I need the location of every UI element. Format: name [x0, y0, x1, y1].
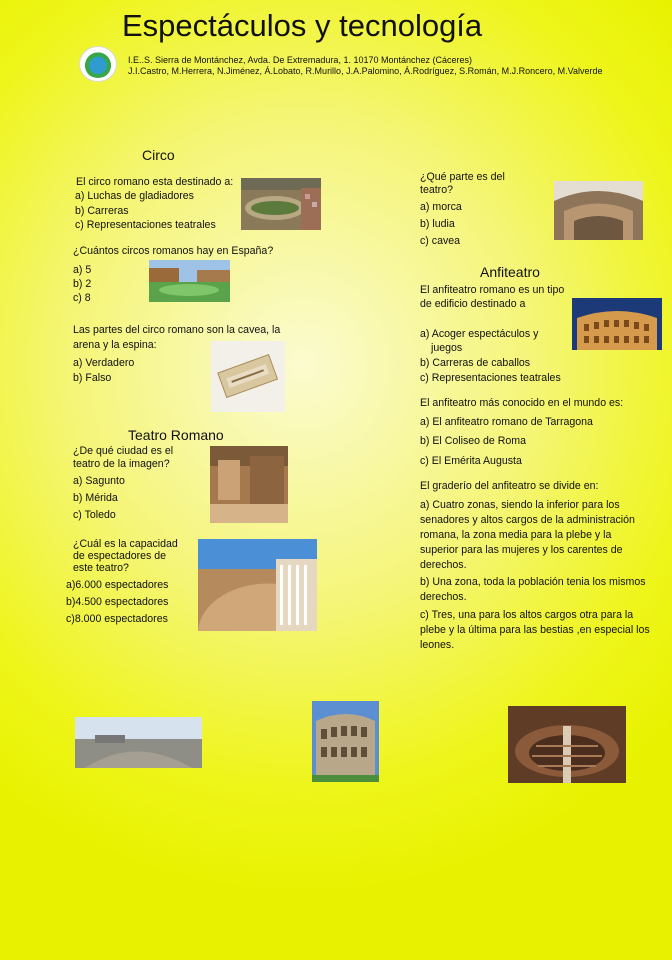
circo-q1-question: El circo romano esta destinado a:	[76, 176, 234, 188]
teatro-q1-option-c: c) Toledo	[73, 509, 116, 521]
teatro-q2-question-line3: este teatro?	[73, 562, 129, 574]
circo-q3-option-a: a) Verdadero	[73, 357, 135, 369]
teatro-q2-question-line1: ¿Cuál es la capacidad	[73, 538, 178, 550]
teatro-q2-option-c: c)8.000 espectadores	[66, 613, 168, 625]
theater-cavea-image	[554, 181, 643, 240]
circo-q2-option-c: c) 8	[73, 292, 91, 304]
teatro-q3-option-b: b) ludia	[420, 218, 455, 230]
theater-stage-image	[210, 446, 288, 523]
teatro-q3-option-c: c) cavea	[420, 235, 461, 247]
section-heading-circo: Circo	[142, 147, 175, 163]
page-title: Espectáculos y tecnología	[122, 8, 483, 43]
anfiteatro-q3-question: El graderío del anfiteatro se divide en:	[420, 480, 599, 492]
header-address: I.E..S. Sierra de Montánchez, Avda. De Extremadura, 1. 10170 Montánchez (Cáceres)	[128, 55, 473, 65]
circo-q3-option-b: b) Falso	[73, 372, 112, 384]
anfiteatro-q3-option-a: a) Cuatro zonas, siendo la inferior para los senadores y altos cargos de la administración romana, la zona media para la plebe y la superior para las mujeres y los carentes de derechos.	[420, 499, 635, 571]
circo-q2-option-b: b) 2	[73, 278, 92, 290]
anfiteatro-q1-question-line1: El anfiteatro romano es un tipo	[420, 284, 565, 296]
teatro-q2-option-b: b)4.500 espectadores	[66, 596, 169, 608]
circo-q1-option-b: b) Carreras	[75, 205, 129, 217]
anfiteatro-q1-option-c: c) Representaciones teatrales	[420, 372, 561, 384]
teatro-q3-question-line2: teatro?	[420, 184, 453, 196]
teatro-q1-question-line1: ¿De qué ciudad es el	[73, 445, 174, 457]
section-heading-anfiteatro: Anfiteatro	[480, 264, 540, 280]
colosseum-night-image	[572, 298, 662, 350]
teatro-q1-option-a: a) Sagunto	[73, 475, 125, 487]
anfiteatro-q2-option-b: b) El Coliseo de Roma	[420, 435, 526, 447]
header-authors: J.I.Castro, M.Herrera, N.Jiménez, Á.Lobato, R.Murillo, J.A.Palomino, Á.Rodríguez, S.Román, M.J.Roncero, M.Valverde	[128, 66, 603, 76]
circo-q2-option-a: a) 5	[73, 264, 92, 276]
circus-aerial-image	[241, 178, 321, 230]
circo-q3-question-line1: Las partes del circo romano son la cavea, la	[73, 324, 281, 336]
anfiteatro-q1-option-a-line1: a) Acoger espectáculos y	[420, 328, 539, 340]
colosseum-day-image	[312, 701, 379, 782]
circus-model-image	[211, 341, 285, 412]
circo-q1-option-a: a) Luchas de gladiadores	[75, 190, 194, 202]
teatro-q3-option-a: a) morca	[420, 201, 462, 213]
anfiteatro-q2-option-a: a) El anfiteatro romano de Tarragona	[420, 416, 593, 428]
anfiteatro-q3-option-b: b) Una zona, toda la población tenia los mismos derechos.	[420, 576, 646, 603]
theater-aerial-image	[198, 539, 317, 631]
section-heading-teatro: Teatro Romano	[128, 427, 224, 443]
anfiteatro-q2-question: El anfiteatro más conocido en el mundo es:	[420, 397, 624, 409]
tarragona-amphitheater-image	[75, 717, 202, 768]
school-logo-icon	[79, 46, 117, 82]
anfiteatro-q1-option-b: b) Carreras de caballos	[420, 357, 531, 369]
colosseum-interior-image	[508, 706, 626, 783]
anfiteatro-q3-option-c: c) Tres, una para los altos cargos otra para la plebe y la última para las bestias ,en especial los leones.	[420, 609, 650, 651]
teatro-q1-question-line2: teatro de la imagen?	[73, 458, 170, 470]
circus-ruins-image	[149, 260, 230, 302]
teatro-q2-question-line2: de espectadores de	[73, 550, 167, 562]
teatro-q1-option-b: b) Mérida	[73, 492, 118, 504]
circo-q2-question: ¿Cuántos circos romanos hay en España?	[73, 245, 274, 257]
circo-q1-option-c: c) Representaciones teatrales	[75, 219, 216, 231]
anfiteatro-q2-option-c: c) El Emérita Augusta	[420, 455, 522, 467]
circo-q3-question-line2: arena y la espina:	[73, 339, 157, 351]
anfiteatro-q1-question-line2: de edificio destinado a	[420, 298, 526, 310]
anfiteatro-q1-option-a-line2: juegos	[431, 342, 463, 354]
teatro-q3-question-line1: ¿Qué parte es del	[420, 171, 505, 183]
teatro-q2-option-a: a)6.000 espectadores	[66, 579, 169, 591]
